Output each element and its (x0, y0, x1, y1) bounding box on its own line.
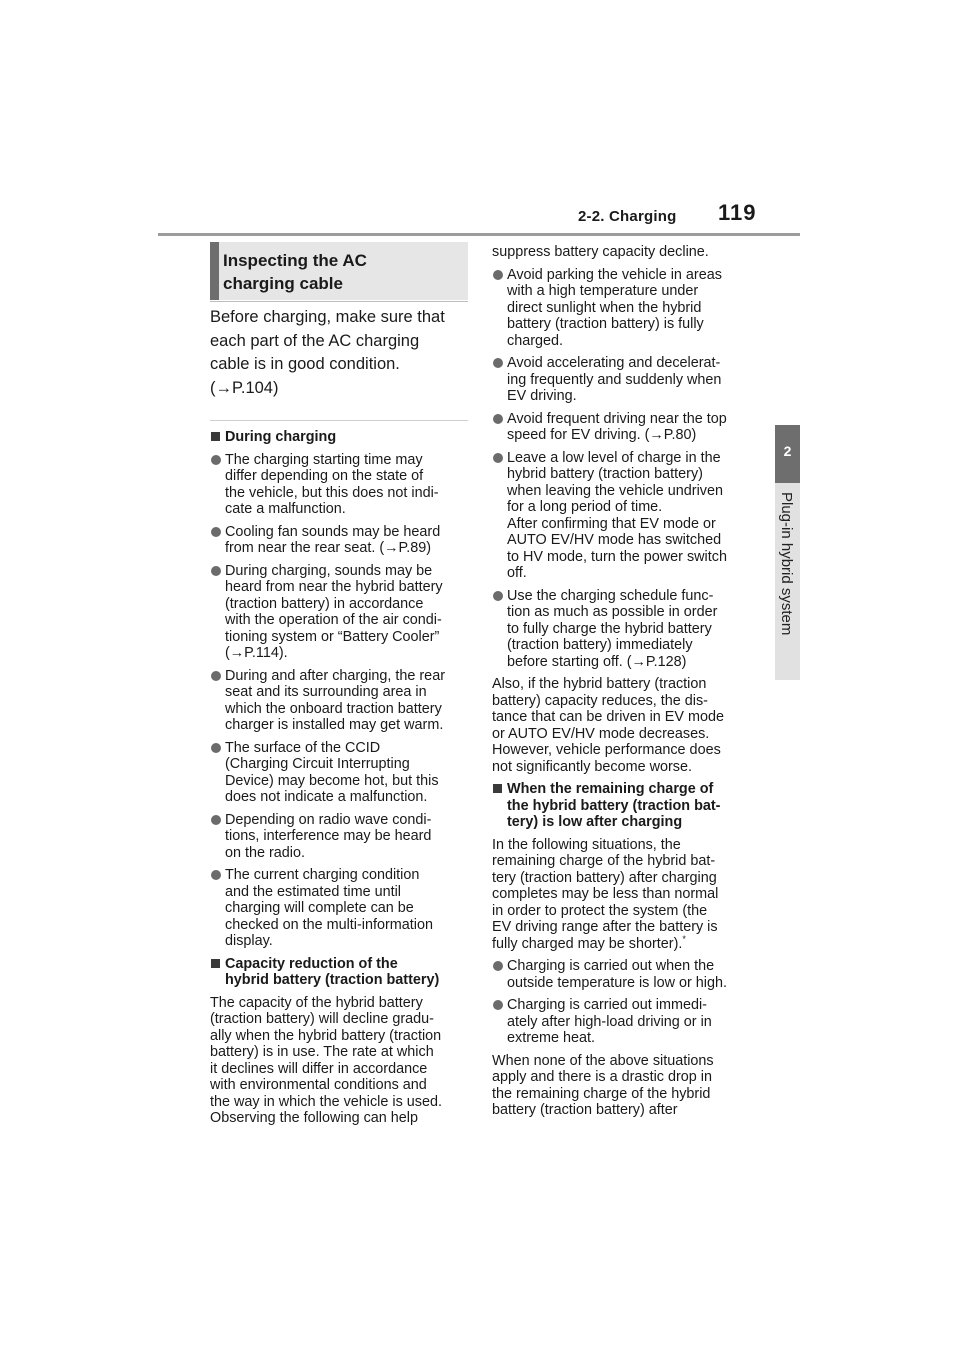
text-line: to HV mode, turn the power switch (507, 548, 727, 565)
final-paragraph (492, 1053, 754, 1119)
text-line: Observing the following can help (210, 1110, 418, 1126)
text-line: completes may be less than normal (492, 886, 719, 902)
text-line: Depending on radio wave condi- (225, 811, 432, 828)
chapter-label: Plug-in hybrid system (778, 492, 795, 636)
text-line: does not indicate a malfunction. (225, 789, 428, 805)
bullet-item (210, 452, 472, 518)
chapter-number: 2 (783, 443, 792, 459)
text-line: Leave a low level of charge in the (507, 449, 721, 466)
bullet-item (210, 740, 472, 806)
bullet-item (492, 411, 754, 444)
text-line: seat and its surrounding area in (225, 684, 427, 700)
text-line: charged. (507, 332, 564, 349)
text-line: to fully charge the hybrid battery (507, 620, 712, 637)
page-number: 119 (718, 200, 757, 225)
text-line: Avoid frequent driving near the top (507, 410, 727, 427)
bullet-item (492, 958, 754, 991)
subheading-line: hybrid battery (traction battery) (225, 972, 440, 988)
text-line: battery) capacity reduces, the dis- (492, 692, 708, 709)
text-line: tions, interference may be heard (225, 828, 432, 844)
text-line: apply and there is a drastic drop in (492, 1069, 712, 1085)
text-line: After confirming that EV mode or (507, 515, 716, 532)
also-paragraph (492, 676, 754, 775)
bullet-item (492, 588, 754, 671)
text-line: ately after high-load driving or in (507, 1013, 712, 1030)
text-line: tioning system or “Battery Cooler” (225, 628, 440, 645)
text-line: Use the charging schedule func- (507, 587, 714, 604)
text-line: or AUTO EV/HV mode decreases. (492, 725, 710, 742)
footnote-mark: * (682, 933, 686, 944)
text-line: tance that can be driven in EV mode (492, 709, 724, 725)
text-line: charger is installed may get warm. (225, 717, 444, 733)
text-line: ally when the hybrid battery (traction (210, 1027, 442, 1044)
subheading-remaining-charge (492, 781, 754, 831)
text-line: The current charging condition (225, 867, 420, 883)
text-line: The capacity of the hybrid battery (210, 994, 423, 1011)
text-line: remaining charge of the hybrid bat- (492, 853, 716, 869)
divider (210, 420, 468, 421)
text-line: (traction battery) immediately (507, 637, 693, 653)
text-line: differ depending on the state of (225, 468, 424, 484)
text-line: direct sunlight when the hybrid (507, 299, 702, 316)
text-line: The charging starting time may (225, 451, 423, 468)
subheading-capacity-reduction (210, 956, 472, 989)
text-line: not significantly become worse. (492, 758, 692, 775)
text-line: Cooling fan sounds may be heard (225, 523, 441, 540)
text-line: EV driving. (507, 388, 577, 404)
text-line: Device) may become hot, but this (225, 772, 439, 789)
right-column (492, 244, 754, 1125)
subheading-line: the hybrid battery (traction bat- (507, 797, 721, 814)
section-title: 2-2. Charging (578, 208, 677, 225)
section-heading (223, 249, 367, 295)
continued-line: suppress battery capacity decline. (492, 244, 709, 260)
text-line: extreme heat. (507, 1030, 595, 1046)
heading-underline (210, 301, 468, 302)
text-line: with the operation of the air condi- (225, 612, 442, 628)
text-line: battery (traction battery) after (492, 1102, 678, 1118)
text-line: on the radio. (225, 844, 306, 861)
text-line: (traction battery) in accordance (225, 595, 424, 612)
bullet-item (492, 450, 754, 582)
text-line: However, vehicle performance does (492, 742, 721, 758)
remaining-paragraph (492, 837, 754, 953)
text-line: charging will complete can be (225, 900, 414, 916)
section-heading-box (210, 242, 468, 300)
text-line: tion as much as possible in order (507, 604, 718, 620)
text-line: (→P.114). (225, 645, 288, 661)
text-line: EV driving range after the battery is (492, 919, 718, 935)
text-line: Avoid parking the vehicle in areas (507, 266, 722, 283)
subheading-line: tery) is low after charging (507, 814, 683, 830)
text-line: off. (507, 565, 527, 581)
capacity-tips-list (492, 267, 754, 671)
text-line: battery (traction battery) is fully (507, 316, 704, 332)
text-line: The surface of the CCID (225, 739, 381, 756)
text-line: AUTO EV/HV mode has switched (507, 532, 722, 548)
text-line: display. (225, 933, 273, 949)
text-line: During and after charging, the rear (225, 667, 445, 684)
bullet-item (210, 524, 472, 557)
bullet-item (210, 812, 472, 862)
text-line: before starting off. (→P.128) (507, 653, 687, 670)
heading-line: Inspecting the AC (223, 251, 367, 270)
text-line: for a long period of time. (507, 499, 663, 515)
left-column (210, 242, 472, 1133)
text-line: which the onboard traction battery (225, 700, 442, 717)
intro-line: (→P.104) (210, 378, 279, 397)
text-line: outside temperature is low or high. (507, 974, 727, 991)
text-line: with environmental conditions and (210, 1077, 427, 1093)
text-line: tery (traction battery) after charging (492, 869, 717, 886)
text-line: ing frequently and suddenly when (507, 371, 722, 388)
text-line: from near the rear seat. (→P.89) (225, 540, 432, 556)
subheading-line: When the remaining charge of (507, 781, 714, 797)
bullet-item (210, 668, 472, 734)
bullet-item (492, 355, 754, 405)
intro-line: Before charging, make sure that (210, 308, 445, 326)
bullet-item (210, 563, 472, 662)
text-line: Avoid accelerating and decelerat- (507, 355, 721, 371)
intro-paragraph (210, 306, 472, 400)
text-line: with a high temperature under (507, 283, 699, 299)
text-line: Charging is carried out when the (507, 958, 715, 974)
page-header (0, 0, 960, 240)
text-line: the vehicle, but this does not indi- (225, 484, 439, 501)
intro-line: each part of the AC charging (210, 331, 420, 350)
text-line: During charging, sounds may be (225, 562, 433, 579)
heading-line: charging cable (223, 274, 343, 293)
text-line: when leaving the vehicle undriven (507, 482, 724, 499)
subheading-during-charging: During charging (210, 429, 472, 446)
text-line: heard from near the hybrid battery (225, 579, 443, 595)
text-line: and the estimated time until (225, 883, 401, 900)
text-line: (traction battery) will decline gradu- (210, 1011, 434, 1027)
text-line: Also, if the hybrid battery (traction (492, 676, 707, 692)
text-line: the remaining charge of the hybrid (492, 1085, 711, 1102)
during-charging-list (210, 452, 472, 950)
text-line: (Charging Circuit Interrupting (225, 756, 410, 772)
text-line: battery) is in use. The rate at which (210, 1044, 434, 1060)
bullet-item (492, 997, 754, 1047)
text-line: cate a malfunction. (225, 501, 346, 517)
bullet-item (492, 267, 754, 350)
remaining-conditions-list (492, 958, 754, 1047)
subheading-line: Capacity reduction of the (225, 955, 398, 972)
text-line: When none of the above situations (492, 1052, 714, 1069)
header-rule (158, 233, 800, 236)
text-line: in order to protect the system (the (492, 902, 708, 919)
text-line: the way in which the vehicle is used. (210, 1093, 442, 1110)
text-line: Charging is carried out immedi- (507, 997, 707, 1013)
bullet-item (210, 867, 472, 950)
text-line: checked on the multi-information (225, 916, 433, 933)
chapter-tab (775, 425, 800, 483)
capacity-paragraph (210, 995, 472, 1127)
intro-line: cable is in good condition. (210, 355, 400, 373)
text-line: In the following situations, the (492, 836, 681, 853)
text-line: speed for EV driving. (→P.80) (507, 427, 697, 443)
text-line: it declines will differ in accordance (210, 1060, 428, 1077)
text-line: fully charged may be shorter).* (492, 933, 686, 952)
text-line: hybrid battery (traction battery) (507, 466, 703, 482)
